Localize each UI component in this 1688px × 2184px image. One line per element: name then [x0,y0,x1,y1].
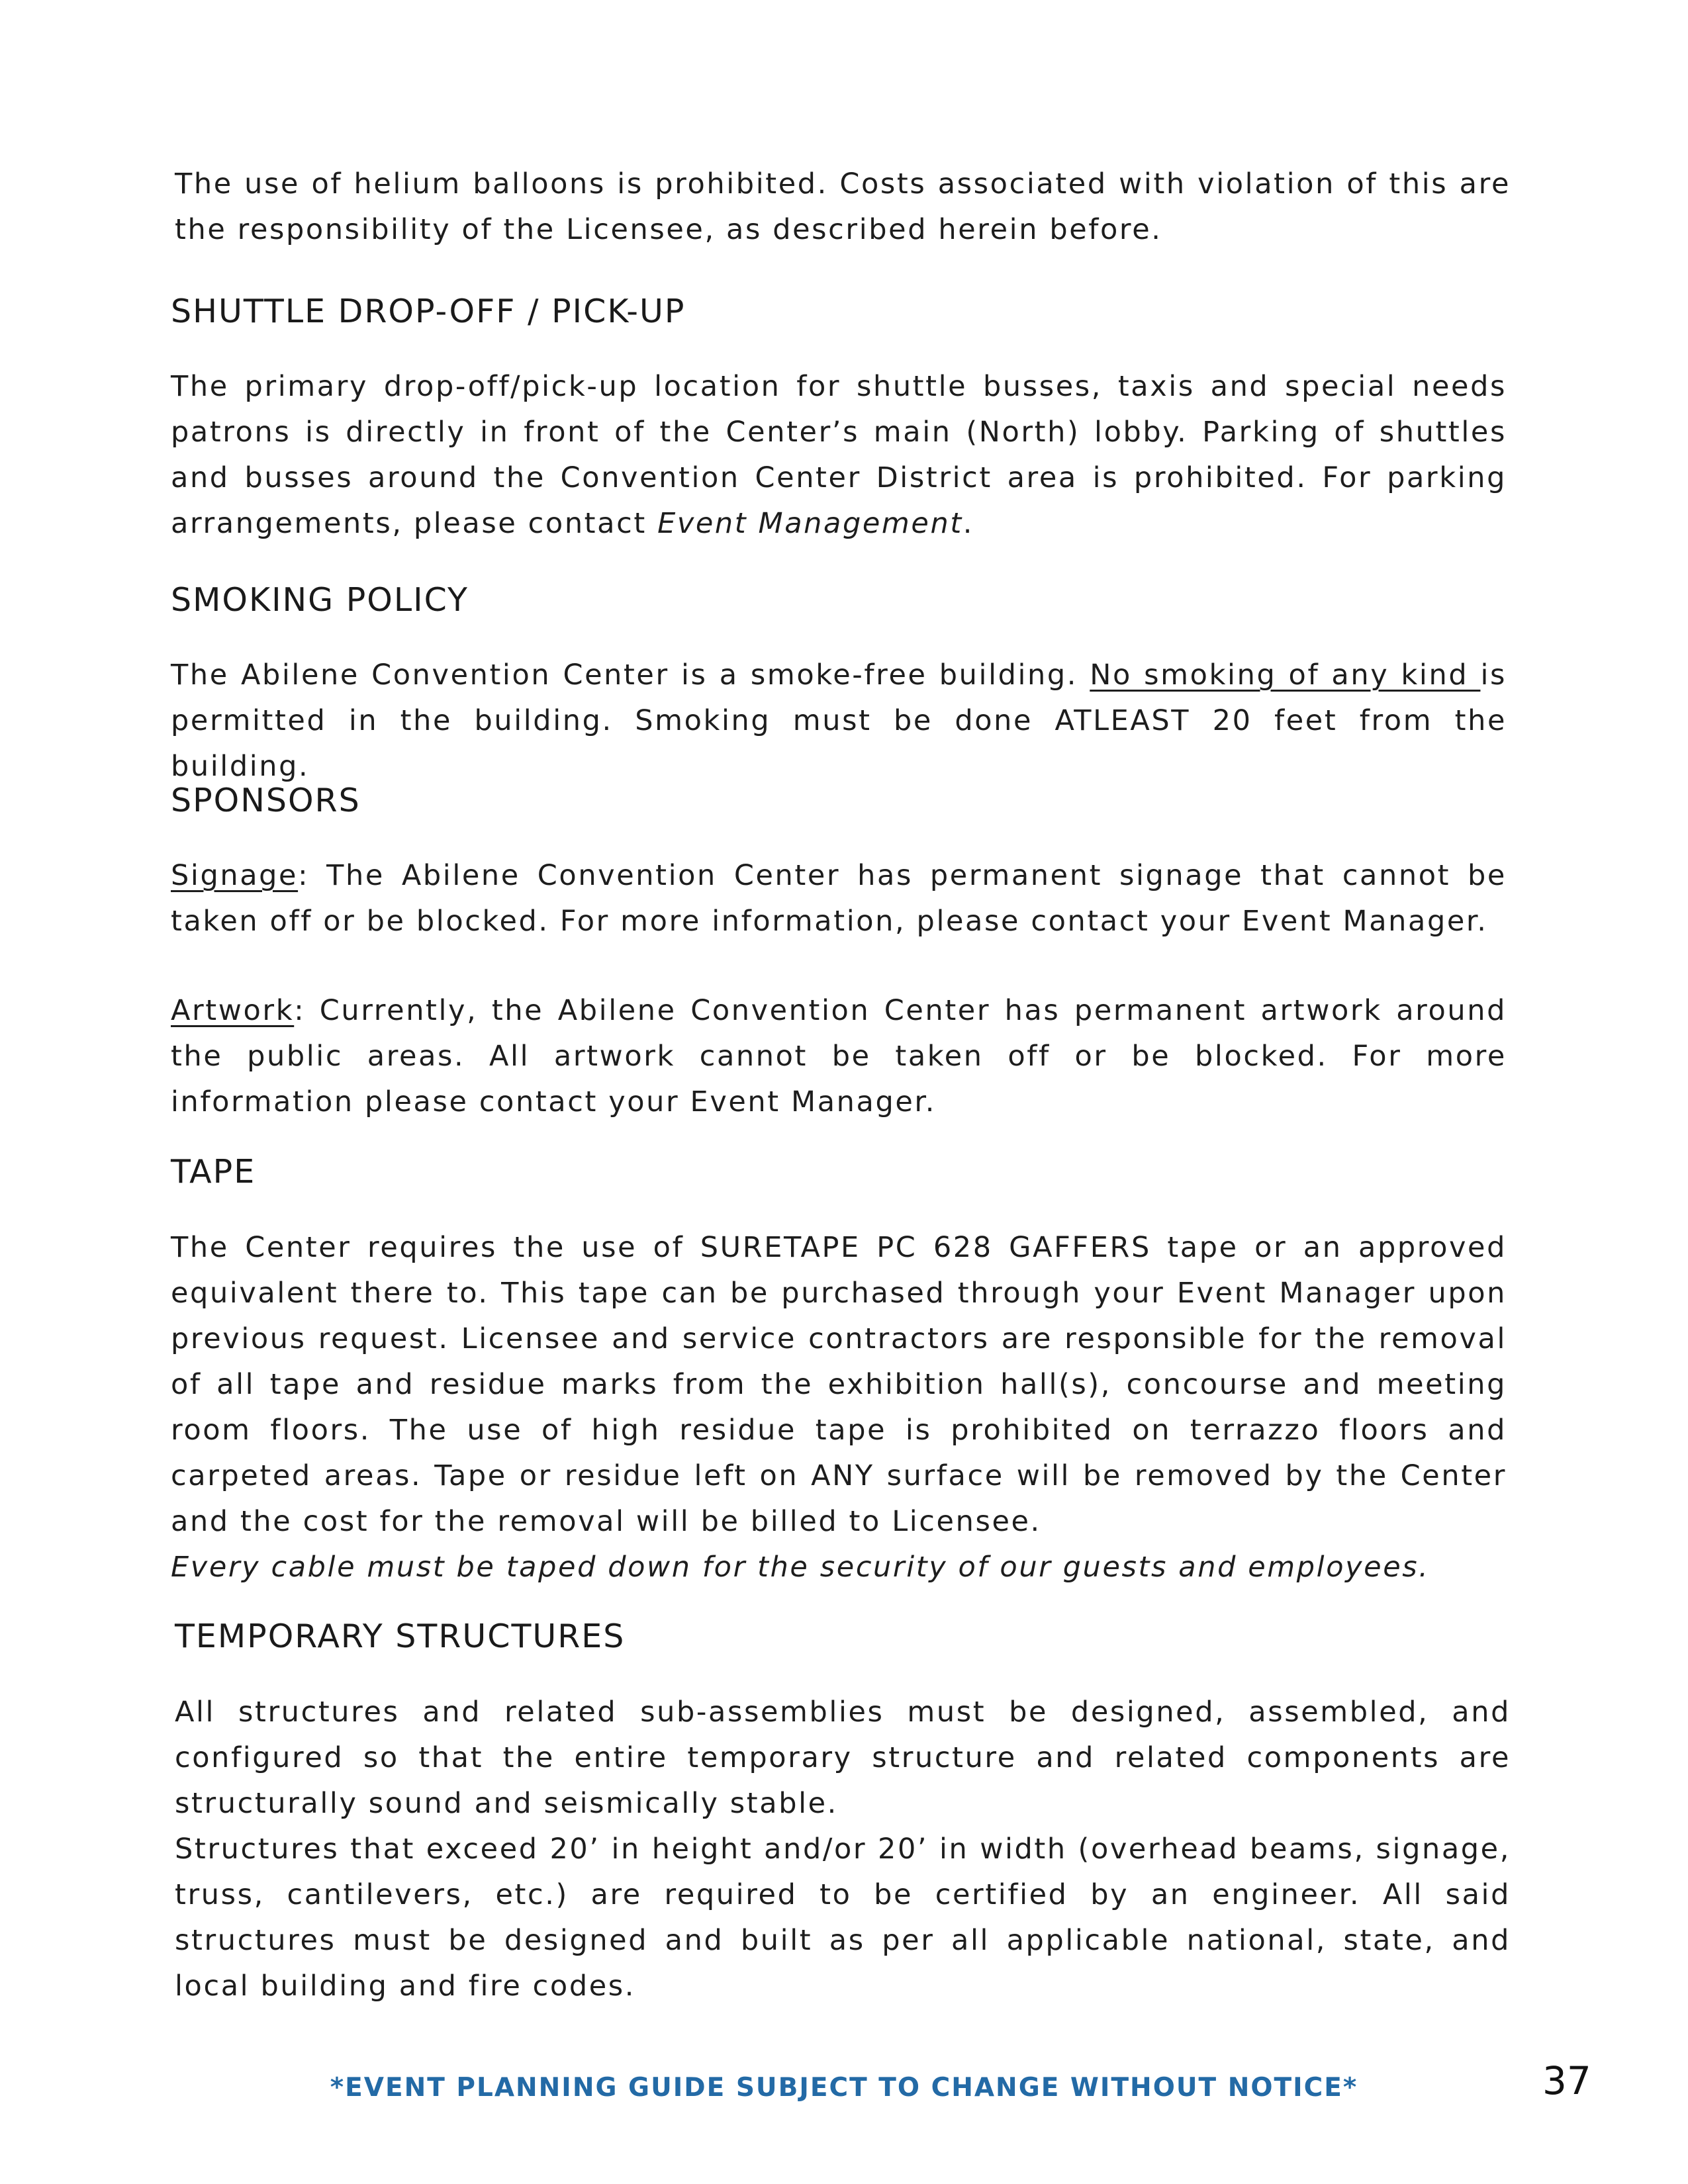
temporary-paragraph-1: All structures and related sub-assemblies must be designed, assembled, and configured so that the entire temporary structure and related components are structurally sound and seismically stable. [175,1696,1511,1820]
signage-label: Signage [171,859,299,892]
signage-text: : The Abilene Convention Center has permanent signage that cannot be taken off or be blocked. For more information, please contact your Event Manager. [171,859,1507,938]
smoking-text-after: is permitted in the building. Smoking must be done ATLEAST 20 feet from the building. [171,659,1507,783]
signage-body [171,853,1507,944]
smoking-text-before: The Abilene Convention Center is a smoke-free building. [171,659,1090,692]
signage-paragraph [171,853,1507,944]
tape-body [171,1225,1507,1590]
shuttle-paragraph [171,364,1507,547]
shuttle-heading: SHUTTLE DROP-OFF / PICK-UP [171,293,686,330]
helium-balloons-paragraph: The use of helium balloons is prohibited. Costs associated with violation of this are the responsibility of the Licensee, as described herein before. [175,167,1511,246]
artwork-body [171,988,1507,1125]
smoking-body [171,653,1507,790]
smoking-paragraph [171,653,1507,790]
footer-notice: *EVENT PLANNING GUIDE SUBJECT TO CHANGE WITHOUT NOTICE* [330,2073,1358,2103]
event-management-contact: Event Management [657,507,963,540]
smoking-section [171,580,1507,621]
intro-section [175,161,1511,253]
shuttle-body [171,364,1507,547]
tape-note: Every cable must be taped down for the security of our guests and employees. [171,1551,1430,1584]
no-smoking-underlined: No smoking of any kind [1090,659,1481,692]
artwork-text: : Currently, the Abilene Convention Center has permanent artwork around the public areas. All artwork cannot be taken off or be blocked. For more information please contact your Event Manager. [171,994,1507,1118]
tape-section [171,1152,1507,1193]
temporary-heading: TEMPORARY STRUCTURES [175,1617,626,1655]
artwork-label: Artwork [171,994,295,1027]
sponsors-section [171,780,1507,821]
shuttle-text: The primary drop-off/pick-up location for shuttle busses, taxis and special needs patrons is directly in front of the Center’s main (North) lobby. Parking of shuttles and busses around the Convention Center District area is prohibited. For parking arrangements, please contact [171,370,1507,540]
artwork-paragraph [171,988,1507,1125]
shuttle-section [171,291,1507,332]
tape-paragraph: The Center requires the use of SURETAPE PC 628 GAFFERS tape or an approved equivalent there to. This tape can be purchased through your Event Manager upon previous request. Licensee and service contractors are responsible for the removal of all tape and residue marks from the exhibition hall(s), concourse and meeting room floors. The use of high residue tape is prohibited on terrazzo floors and carpeted areas. Tape or residue left on ANY surface will be removed by the Center and the cost for the removal will be billed to Licensee. [171,1231,1507,1538]
shuttle-end: . [962,507,974,540]
temporary-section [175,1616,1511,1657]
temporary-body [175,1690,1511,2009]
page-number: 37 [1542,2058,1591,2103]
smoking-heading: SMOKING POLICY [171,581,469,619]
sponsors-heading: SPONSORS [171,782,361,819]
temporary-paragraph-2: Structures that exceed 20’ in height and/or 20’ in width (overhead beams, signage, truss, cantilevers, etc.) are required to be certified by an engineer. All said structures must be designed and built as per all applicable national, state, and local building and fire codes. [175,1833,1511,2003]
tape-heading: TAPE [171,1153,256,1191]
